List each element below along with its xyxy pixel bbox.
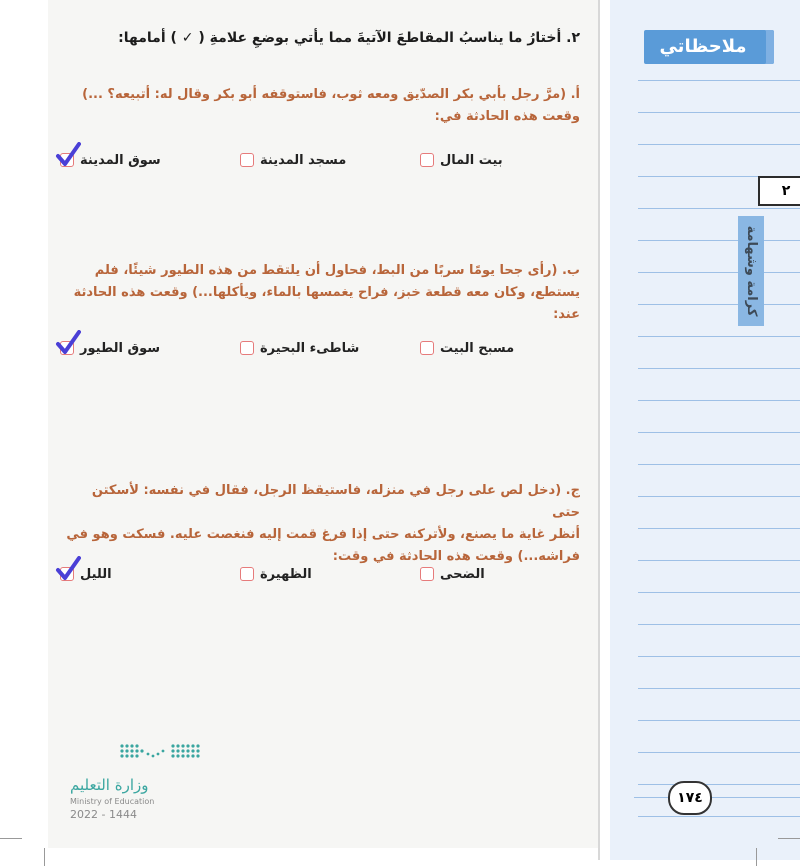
note-line [638, 432, 800, 433]
item-c-options [60, 562, 570, 586]
option-label: الليل [80, 566, 112, 582]
check-mark-icon [55, 330, 81, 356]
note-line [638, 144, 800, 145]
option-c3[interactable] [60, 562, 210, 586]
question-title: ٢. أختارُ ما يناسبُ المقاطعَ الآتيةَ مما يأتي بوضعِ علامةِ ( ✓ ) أمامها: [118, 30, 580, 46]
note-line [638, 272, 800, 273]
page-line-right [712, 797, 800, 798]
check-mark-icon [55, 142, 81, 168]
page-number: ١٧٤ [668, 781, 712, 815]
checkbox[interactable] [240, 153, 254, 167]
option-label: الظهيرة [260, 566, 312, 582]
item-a-text [60, 84, 580, 128]
option-label: سوق الطيور [80, 340, 161, 356]
note-line [638, 464, 800, 465]
crop-mark [0, 838, 22, 839]
ministry-name-ar: وزارة التعليم [70, 776, 149, 794]
crop-mark [756, 848, 757, 866]
item-c-line3: فراشه...) وقعت هذه الحادثة في وقت: [332, 549, 580, 564]
checkbox[interactable] [240, 567, 254, 581]
item-c-text [60, 480, 580, 568]
note-line [638, 208, 800, 209]
item-c-line2: أنظر غاية ما يصنع، ولأتركنه حتى إذا فرغ قمت إليه فنغصت عليه. فسكت وهو في [66, 527, 580, 542]
checkbox-checked[interactable] [60, 153, 74, 167]
checkbox[interactable] [420, 153, 434, 167]
crop-mark [44, 848, 45, 866]
item-a-line2: وقعت هذه الحادثة في: [434, 109, 580, 124]
note-line [638, 496, 800, 497]
checkbox-checked[interactable] [60, 567, 74, 581]
notes-sidebar [610, 0, 800, 860]
note-line [638, 624, 800, 625]
option-c2[interactable] [240, 562, 390, 586]
note-line [638, 80, 800, 81]
option-label: سوق المدينة [80, 152, 161, 168]
option-a3[interactable] [60, 148, 210, 172]
option-c1[interactable] [420, 562, 570, 586]
checkbox-checked[interactable] [60, 341, 74, 355]
chapter-name: كرامة وشهامة [744, 225, 759, 317]
item-b-text [60, 260, 580, 326]
crop-mark [778, 838, 800, 839]
note-line [638, 400, 800, 401]
chapter-tab [738, 216, 764, 326]
page-line-left [634, 797, 668, 798]
ministry-name-en: Ministry of Education [70, 797, 155, 806]
option-label: الضحى [440, 566, 485, 582]
note-line [638, 240, 800, 241]
option-label: مسبح البيت [440, 340, 515, 356]
column-divider [598, 0, 600, 860]
item-c-line1: ج. (دخل لص على رجل في منزله، فاستيقظ الرجل، فقال في نفسه: لأسكتن حتى [91, 483, 580, 520]
option-b2[interactable] [240, 336, 390, 360]
note-line [638, 816, 800, 817]
chapter-number: ٢ [758, 176, 800, 206]
edition-year: 2022 - 1444 [70, 808, 137, 821]
note-line [638, 784, 800, 785]
item-a-line1: أ. (مرَّ رجل بأبي بكر الصدّيق ومعه ثوب، فاستوقفه أبو بكر وقال له: أتبيعه؟ ...) [82, 87, 580, 102]
notes-title: ملاحظاتي [659, 36, 747, 57]
note-line [638, 592, 800, 593]
option-label: مسجد المدينة [260, 152, 347, 168]
option-label: بيت المال [440, 152, 503, 168]
option-a2[interactable] [240, 148, 390, 172]
item-a-options [60, 148, 570, 172]
checkbox[interactable] [420, 341, 434, 355]
note-line [638, 560, 800, 561]
check-mark-icon [55, 556, 81, 582]
checkbox[interactable] [420, 567, 434, 581]
note-line [638, 368, 800, 369]
note-line [638, 688, 800, 689]
item-b-options [60, 336, 570, 360]
option-b1[interactable] [420, 336, 570, 360]
note-line [638, 336, 800, 337]
checkbox[interactable] [240, 341, 254, 355]
item-b-line2: يستطع، وكان معه قطعة خبز، فراح يغمسها بالماء، ويأكلها...) وقعت هذه الحادثة [73, 285, 580, 300]
ministry-logo-icon [118, 742, 208, 762]
option-a1[interactable] [420, 148, 570, 172]
option-b3[interactable] [60, 336, 210, 360]
note-line [638, 656, 800, 657]
option-label: شاطىء البحيرة [260, 340, 360, 356]
note-line [638, 752, 800, 753]
item-b-line1: ب. (رأى جحا يومًا سربًا من البط، فحاول أن يلتقط من هذه الطيور شيئًا، فلم [94, 263, 580, 278]
note-line [638, 528, 800, 529]
note-line [638, 304, 800, 305]
note-line [638, 720, 800, 721]
note-line [638, 112, 800, 113]
item-b-line3: عند: [553, 307, 580, 322]
